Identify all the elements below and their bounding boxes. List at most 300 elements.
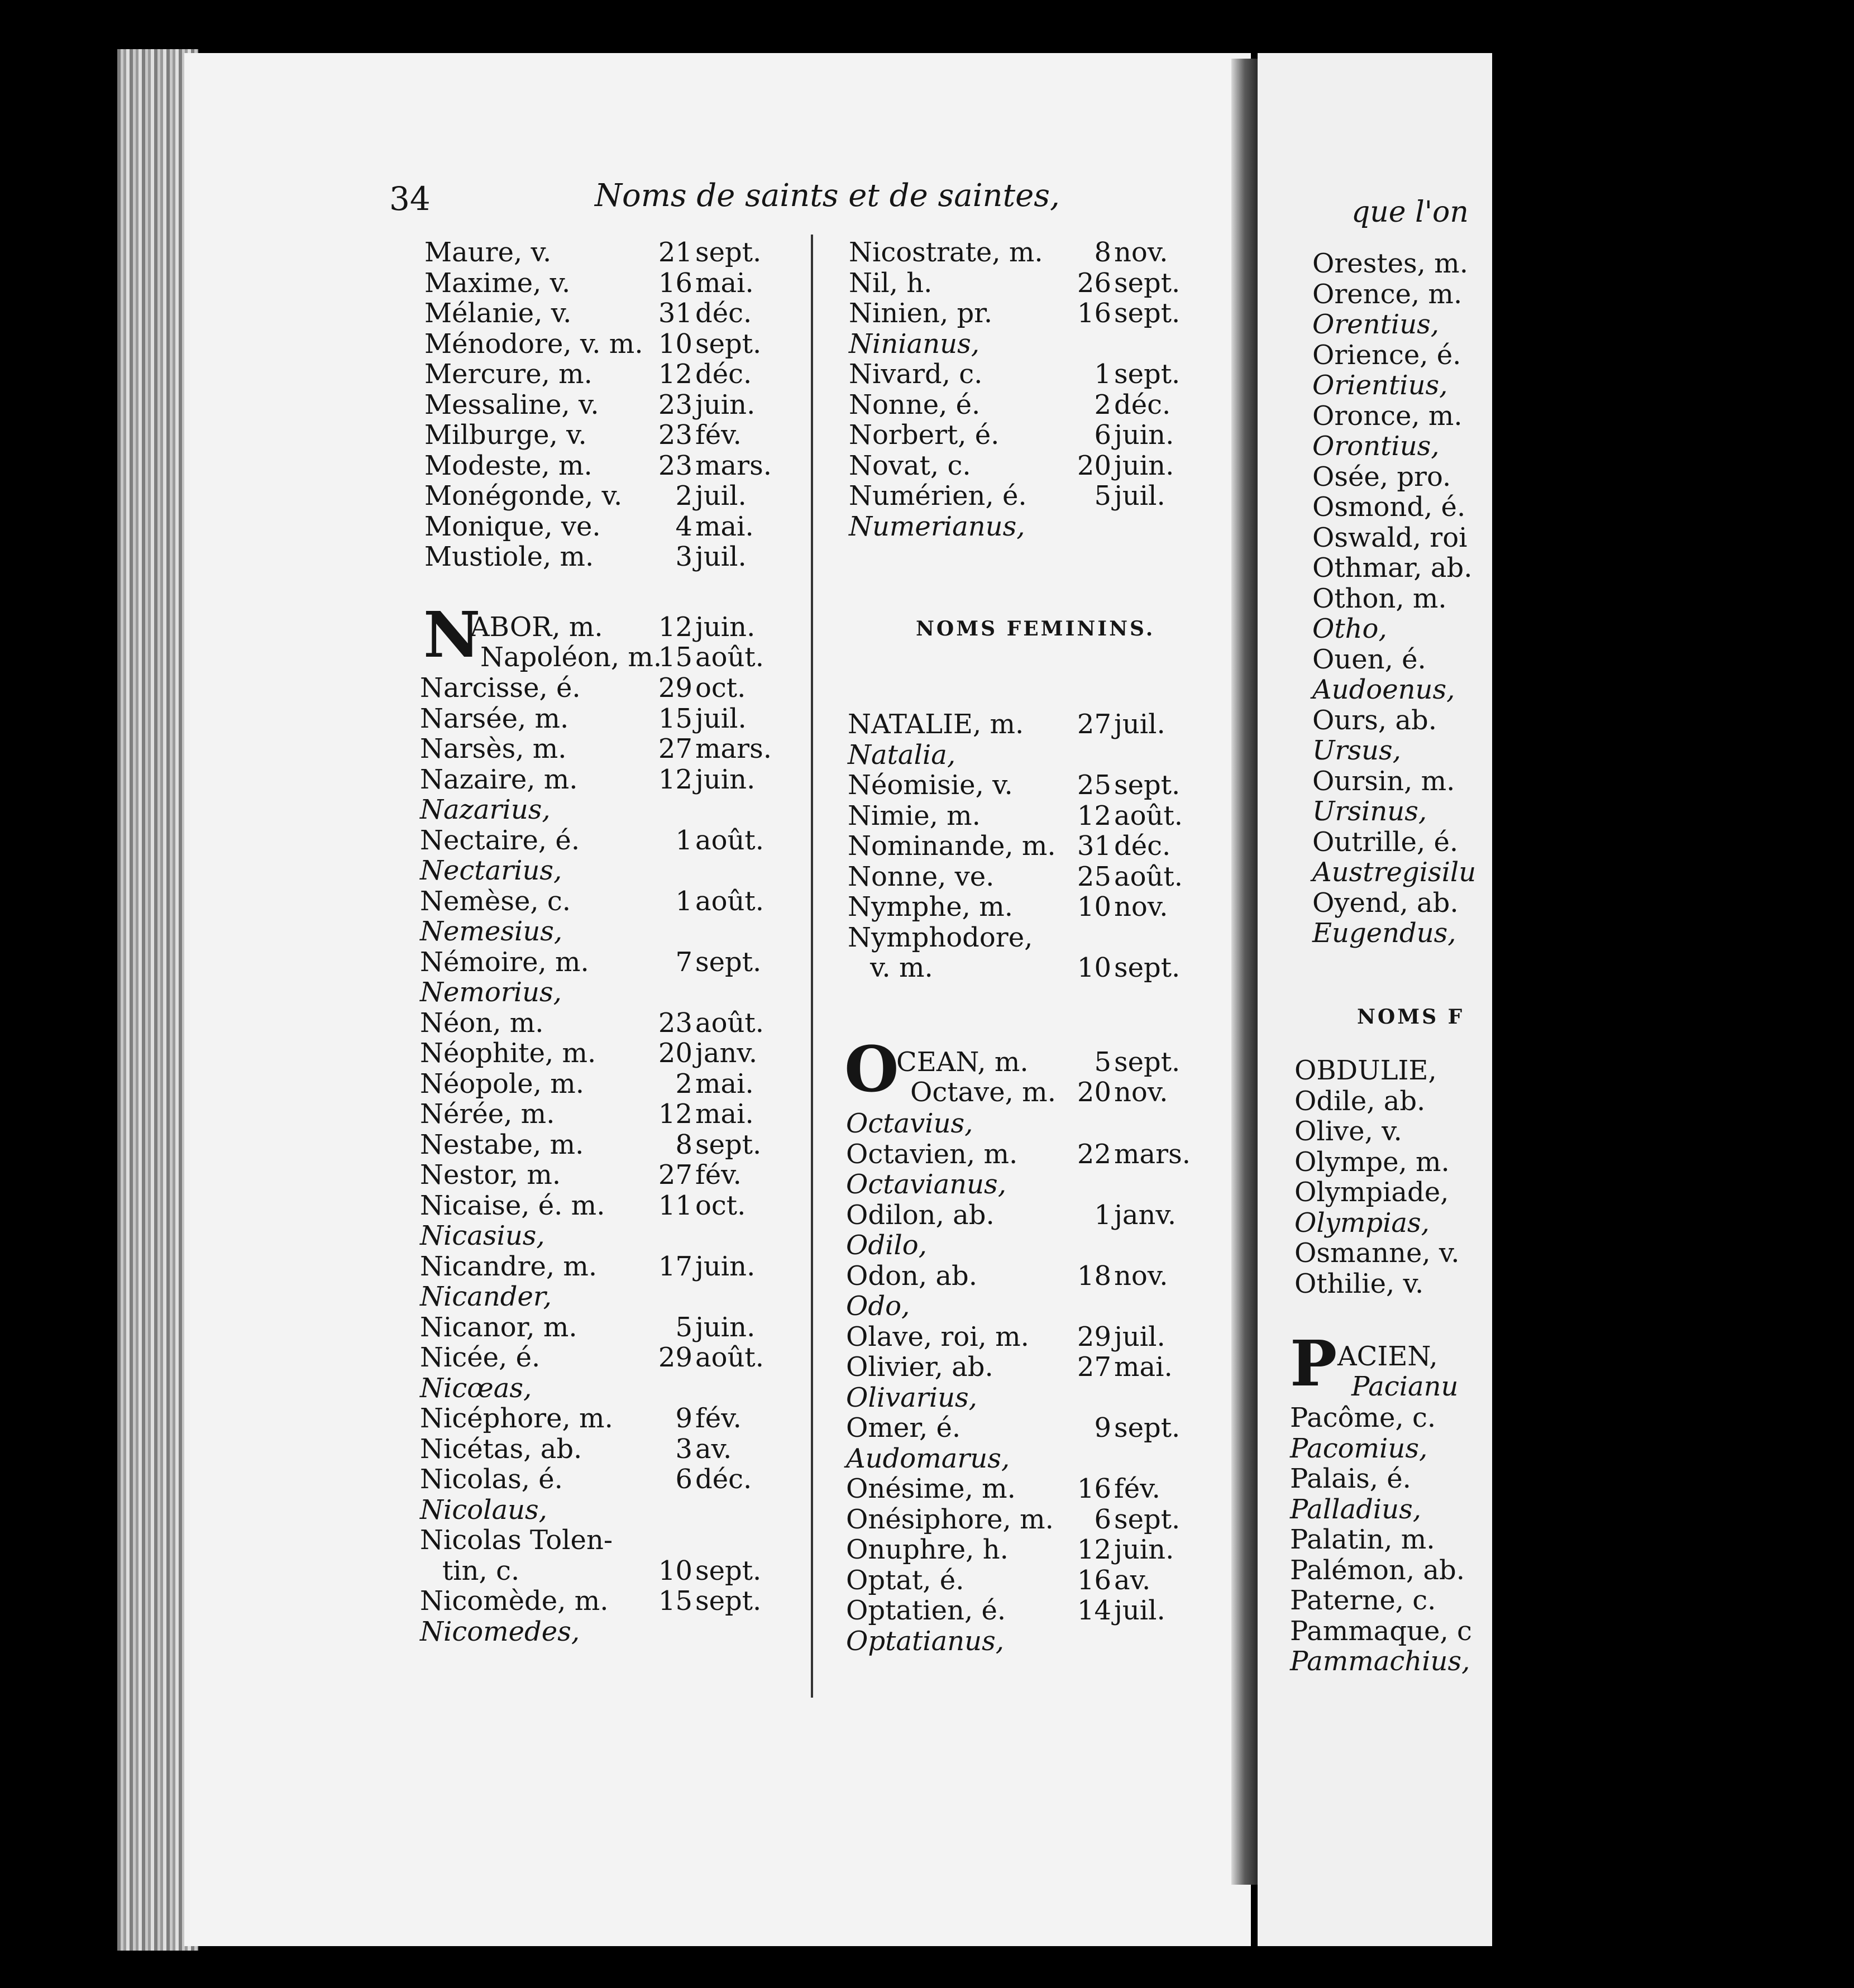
- day-number: 29: [658, 1342, 692, 1373]
- saint-name: Monégonde, v.: [424, 480, 623, 512]
- day-number: 3: [675, 541, 692, 572]
- day-number: 12: [658, 611, 692, 643]
- month: oct.: [695, 1189, 746, 1221]
- index-entry: [1294, 1208, 1797, 1238]
- month: juin.: [1114, 450, 1174, 481]
- day-number: 21: [658, 237, 692, 268]
- saint-name: Oswald, roi: [1312, 522, 1468, 553]
- saint-name: Odilon, ab.: [846, 1199, 995, 1231]
- day-number: 29: [1077, 1321, 1111, 1353]
- month: juin.: [1114, 1534, 1174, 1565]
- latin-name: Nicander,: [420, 1281, 552, 1312]
- index-entry: [849, 512, 1351, 542]
- index-entry: [848, 923, 1350, 953]
- month: sept.: [695, 1585, 762, 1617]
- latin-name: Olivarius,: [846, 1382, 977, 1413]
- month: août.: [695, 1007, 764, 1039]
- month: juil.: [695, 480, 747, 512]
- index-entry: [1312, 827, 1815, 857]
- index-entry: [1312, 705, 1815, 735]
- month: déc.: [695, 298, 752, 329]
- index-entry: [846, 1352, 1349, 1382]
- latin-name: Nicœas,: [420, 1372, 532, 1404]
- saint-name: Palais, é.: [1290, 1463, 1411, 1494]
- latin-name: Natalia,: [848, 739, 956, 771]
- month: fév.: [1114, 1473, 1160, 1504]
- month: sept.: [695, 1555, 762, 1586]
- month: nov.: [1114, 891, 1168, 923]
- index-entry: [846, 1169, 1349, 1200]
- index-entry: [848, 740, 1350, 770]
- index-entry: [1294, 1116, 1797, 1146]
- index-entry: [1294, 1147, 1797, 1177]
- index-entry: [420, 916, 923, 947]
- latin-name: Nicasius,: [420, 1220, 545, 1251]
- day-number: 1: [1094, 1199, 1111, 1231]
- saint-name: Onuphre, h.: [846, 1534, 1009, 1565]
- index-entry: [1290, 1525, 1793, 1555]
- index-entry: [1312, 675, 1815, 705]
- saint-name: Paterne, c.: [1290, 1585, 1436, 1616]
- saint-name: Nymphe, m.: [848, 891, 1013, 923]
- saint-name: Norbert, é.: [849, 419, 1000, 451]
- saint-name: Octavien, m.: [846, 1138, 1018, 1170]
- month: juin.: [1114, 419, 1174, 451]
- index-entry: [1312, 857, 1815, 887]
- index-entry: [1312, 370, 1815, 400]
- latin-name: Nectarius,: [420, 855, 562, 886]
- day-number: 25: [1077, 861, 1111, 892]
- index-entry: [846, 1535, 1349, 1565]
- saint-name: Néopole, m.: [420, 1068, 584, 1100]
- saint-name: Nicandre, m.: [420, 1250, 598, 1282]
- saint-name: Maxime, v.: [424, 267, 571, 299]
- latin-name: Octavius,: [846, 1108, 973, 1139]
- day-number: 27: [658, 733, 692, 764]
- index-entry: [846, 1413, 1349, 1443]
- month: oct.: [695, 672, 746, 704]
- day-number: 12: [658, 1098, 692, 1130]
- month: juil.: [695, 703, 747, 734]
- saint-name: Novat, c.: [849, 450, 971, 481]
- index-entry: [1312, 766, 1815, 796]
- index-entry: [420, 673, 923, 703]
- index-entry: [420, 947, 923, 977]
- saint-name: Othon, m.: [1312, 582, 1447, 614]
- right-noms-title: NOMS F: [1357, 1005, 1465, 1029]
- index-entry: [420, 886, 923, 916]
- index-entry: [1351, 1371, 1854, 1402]
- saint-name: Monique, ve.: [424, 510, 601, 542]
- day-number: 2: [675, 1068, 692, 1100]
- next-page-heading: que l'on: [1351, 195, 1469, 229]
- month: mars.: [695, 450, 772, 481]
- index-entry: [849, 237, 1351, 267]
- day-number: 17: [658, 1250, 692, 1282]
- day-number: 11: [658, 1189, 692, 1221]
- day-number: 7: [675, 946, 692, 978]
- index-entry: [846, 1139, 1349, 1169]
- latin-name: Palladius,: [1290, 1493, 1421, 1525]
- saint-name: Optat, é.: [846, 1564, 964, 1596]
- saint-name: Ménodore, v. m.: [424, 328, 643, 360]
- saint-name: Octave, m.: [910, 1077, 1056, 1108]
- index-entry: [846, 1230, 1349, 1260]
- saint-name: Ours, ab.: [1312, 704, 1437, 736]
- day-number: 16: [1077, 1564, 1111, 1596]
- saint-name: CEAN, m.: [896, 1046, 1029, 1078]
- saint-name: Maure, v.: [424, 237, 552, 268]
- index-entry: [1290, 1555, 1793, 1585]
- day-number: 8: [1094, 237, 1111, 268]
- saint-name: Osmond, é.: [1312, 491, 1466, 523]
- index-entry: [1312, 735, 1815, 766]
- saint-name: Nicomède, m.: [420, 1585, 609, 1617]
- saint-name: Nonne, ve.: [848, 861, 995, 892]
- latin-name: Orontius,: [1312, 431, 1440, 462]
- latin-name: Nemorius,: [420, 977, 562, 1008]
- index-entry: [420, 977, 923, 1007]
- month: juil.: [695, 541, 747, 572]
- month: juil.: [1114, 1321, 1165, 1353]
- latin-name: Ninianus,: [849, 328, 979, 360]
- saint-name: Optatien, é.: [846, 1595, 1006, 1626]
- saint-name: Onésime, m.: [846, 1473, 1016, 1504]
- day-number: 5: [1094, 480, 1111, 512]
- index-entry: [1312, 888, 1815, 918]
- day-number: 12: [1077, 800, 1111, 831]
- day-number: 25: [1077, 770, 1111, 801]
- index-entry: [849, 298, 1351, 328]
- latin-name: Pacomius,: [1290, 1432, 1428, 1464]
- latin-name: Pacianu: [1351, 1371, 1459, 1402]
- index-entry: [420, 856, 923, 886]
- day-number: 27: [1077, 1351, 1111, 1383]
- saint-name: ACIEN,: [1337, 1341, 1438, 1372]
- day-number: 15: [658, 703, 692, 734]
- month: nov.: [1114, 237, 1168, 268]
- latin-name: Eugendus,: [1312, 917, 1456, 949]
- day-number: 10: [1077, 952, 1111, 983]
- saint-name: Orence, m.: [1312, 278, 1463, 310]
- day-number: 29: [658, 672, 692, 704]
- saint-name: Milburge, v.: [424, 419, 587, 451]
- latin-name: Austregisilu: [1312, 857, 1476, 888]
- day-number: 1: [675, 885, 692, 917]
- index-entry: [1290, 1616, 1793, 1646]
- drop-initial: N: [423, 599, 481, 672]
- day-number: 3: [675, 1433, 692, 1465]
- saint-name: Nimie, m.: [848, 800, 981, 831]
- latin-name: Nicolaus,: [420, 1494, 547, 1526]
- index-entry: [1294, 1269, 1797, 1299]
- day-number: 26: [1077, 267, 1111, 299]
- month: juil.: [1114, 480, 1165, 512]
- day-number: 27: [1077, 709, 1111, 740]
- month: av.: [1114, 1564, 1151, 1596]
- saint-name: Modeste, m.: [424, 450, 592, 481]
- month: juil.: [1114, 709, 1165, 740]
- day-number: 12: [658, 359, 692, 390]
- day-number: 16: [1077, 1473, 1111, 1504]
- month: fév.: [695, 1403, 742, 1434]
- month: déc.: [1114, 389, 1171, 420]
- latin-name: Odo,: [846, 1291, 910, 1322]
- drop-initial: P: [1290, 1327, 1337, 1401]
- latin-name: Nicomedes,: [420, 1616, 580, 1647]
- day-number: 9: [675, 1403, 692, 1434]
- saint-name: Nérée, m.: [420, 1098, 555, 1130]
- day-number: 20: [1077, 1077, 1111, 1108]
- day-number: 6: [675, 1464, 692, 1495]
- index-entry: [846, 1291, 1349, 1321]
- saint-name: Oyend, ab.: [1312, 887, 1459, 919]
- saint-name: Ouen, é.: [1312, 643, 1426, 675]
- latin-name: Audomarus,: [846, 1442, 1010, 1474]
- index-entry: [1312, 918, 1815, 948]
- saint-name: Narsée, m.: [420, 703, 569, 734]
- month: sept.: [1114, 1503, 1181, 1535]
- index-entry: [1312, 401, 1815, 431]
- saint-name: OBDULIE,: [1294, 1055, 1437, 1086]
- latin-name: Pammachius,: [1290, 1646, 1470, 1677]
- index-entry: [849, 451, 1351, 481]
- month: nov.: [1114, 1077, 1168, 1108]
- saint-name: Mélanie, v.: [424, 298, 572, 329]
- saint-name: Narsès, m.: [420, 733, 567, 764]
- saint-name: Nestabe, m.: [420, 1129, 584, 1160]
- index-entry: [1312, 553, 1815, 583]
- saint-name: Néophite, m.: [420, 1038, 596, 1069]
- index-entry: [1290, 1585, 1793, 1616]
- index-entry: [846, 1444, 1349, 1474]
- index-entry: [848, 709, 1350, 739]
- month: août.: [695, 642, 764, 673]
- saint-name: Nicanor, m.: [420, 1311, 577, 1343]
- saint-name: Palémon, ab.: [1290, 1554, 1465, 1586]
- index-entry: [1312, 796, 1815, 826]
- day-number: 16: [658, 267, 692, 299]
- index-entry: [846, 1565, 1349, 1595]
- saint-name: Othilie, v.: [1294, 1268, 1424, 1299]
- day-number: 23: [658, 389, 692, 420]
- day-number: 2: [675, 480, 692, 512]
- day-number: 18: [1077, 1260, 1111, 1292]
- day-number: 23: [658, 450, 692, 481]
- month: déc.: [695, 359, 752, 390]
- month: sept.: [695, 328, 762, 360]
- month: fév.: [695, 1159, 742, 1191]
- saint-name: Néomisie, v.: [848, 770, 1013, 801]
- saint-name: Nestor, m.: [420, 1159, 561, 1191]
- saint-name: Pammaque, c: [1290, 1615, 1472, 1647]
- month: déc.: [1114, 830, 1171, 862]
- saint-name: Nicéphore, m.: [420, 1403, 613, 1434]
- saint-name: Nicolas, é.: [420, 1464, 563, 1495]
- saint-name: Ninien, pr.: [849, 298, 993, 329]
- index-entry: [1290, 1403, 1793, 1433]
- index-entry: [1290, 1464, 1793, 1494]
- index-entry: [1312, 462, 1815, 492]
- index-entry: [848, 801, 1350, 831]
- latin-name: Octavianus,: [846, 1169, 1006, 1200]
- index-entry: [1337, 1341, 1840, 1371]
- saint-name: Numérien, é.: [849, 480, 1027, 512]
- index-entry: [1290, 1494, 1793, 1525]
- saint-name: Némoire, m.: [420, 946, 589, 978]
- month: mai.: [695, 267, 754, 299]
- saint-name: Oronce, m.: [1312, 400, 1463, 432]
- index-entry: [848, 862, 1350, 892]
- day-number: 23: [658, 1007, 692, 1039]
- day-number: 15: [658, 642, 692, 673]
- index-entry: [1294, 1055, 1797, 1086]
- day-number: 27: [658, 1159, 692, 1191]
- index-entry: [420, 825, 923, 856]
- saint-name: Odon, ab.: [846, 1260, 978, 1292]
- month: mai.: [695, 510, 754, 542]
- day-number: 14: [1077, 1595, 1111, 1626]
- saint-name: Olympiade,: [1294, 1177, 1449, 1208]
- month: juin.: [695, 389, 756, 420]
- month: sept.: [1114, 298, 1181, 329]
- month: sept.: [1114, 267, 1181, 299]
- month: mars.: [1114, 1138, 1191, 1170]
- saint-name: Messaline, v.: [424, 389, 599, 420]
- index-entry: [849, 420, 1351, 450]
- saint-name: Odile, ab.: [1294, 1085, 1426, 1117]
- index-entry: [1312, 248, 1815, 279]
- saint-name: Onésiphore, m.: [846, 1503, 1054, 1535]
- month: août.: [695, 1342, 764, 1373]
- latin-name: Odilo,: [846, 1230, 927, 1261]
- day-number: 9: [1094, 1412, 1111, 1444]
- month: sept.: [1114, 952, 1181, 983]
- index-entry: [846, 1383, 1349, 1413]
- index-entry: [1312, 614, 1815, 644]
- index-entry: [846, 1200, 1349, 1230]
- index-entry: [1290, 1433, 1793, 1464]
- saint-name: Osmanne, v.: [1294, 1237, 1460, 1269]
- day-number: 2: [1094, 389, 1111, 420]
- day-number: 6: [1094, 419, 1111, 451]
- day-number: 10: [658, 1555, 692, 1586]
- latin-name: Orientius,: [1312, 370, 1448, 401]
- saint-name: Nil, h.: [849, 267, 933, 299]
- month: juin.: [695, 611, 756, 643]
- day-number: 12: [658, 763, 692, 795]
- day-number: 15: [658, 1585, 692, 1617]
- month: déc.: [695, 1464, 752, 1495]
- saint-name: Palatin, m.: [1290, 1524, 1435, 1555]
- saint-name: Nicostrate, m.: [849, 237, 1043, 268]
- saint-name: Orience, é.: [1312, 339, 1461, 371]
- noms-feminins-title: NOMS FEMININS.: [916, 617, 1155, 641]
- index-entry: [849, 329, 1351, 359]
- saint-name: Pacôme, c.: [1290, 1402, 1436, 1433]
- index-entry: [1312, 431, 1815, 461]
- month: août.: [695, 824, 764, 856]
- index-entry: [1312, 309, 1815, 340]
- latin-name: Ursinus,: [1312, 796, 1427, 827]
- saint-name: Néon, m.: [420, 1007, 544, 1039]
- latin-name: Olympias,: [1294, 1207, 1430, 1239]
- month: sept.: [695, 946, 762, 978]
- saint-name: Olave, roi, m.: [846, 1321, 1029, 1353]
- index-entry: [420, 704, 923, 734]
- month: fév.: [695, 419, 742, 451]
- index-entry: [1312, 492, 1815, 522]
- running-title: Noms de saints et de saintes,: [595, 178, 1060, 214]
- saint-name: Nominande, m.: [848, 830, 1056, 862]
- day-number: 20: [658, 1038, 692, 1069]
- day-number: 31: [658, 298, 692, 329]
- index-entry: [848, 770, 1350, 800]
- day-number: 1: [675, 824, 692, 856]
- month: janv.: [695, 1038, 758, 1069]
- index-entry: [846, 1626, 1349, 1656]
- saint-name: Nymphodore,: [848, 921, 1033, 953]
- month: août.: [1114, 861, 1183, 892]
- index-entry: [1294, 1177, 1797, 1207]
- latin-name: Optatianus,: [846, 1625, 1004, 1657]
- latin-name: Audoenus,: [1312, 674, 1455, 705]
- month: juin.: [695, 763, 756, 795]
- index-entry: [846, 1108, 1349, 1139]
- index-entry: [1294, 1238, 1797, 1268]
- month: juil.: [1114, 1595, 1165, 1626]
- latin-name: Nazarius,: [420, 794, 551, 825]
- index-entry: [480, 642, 983, 672]
- day-number: 31: [1077, 830, 1111, 862]
- saint-name: Nonne, é.: [849, 389, 981, 420]
- index-entry: [424, 542, 927, 572]
- month: sept.: [1114, 1046, 1181, 1078]
- latin-name: Orentius,: [1312, 309, 1440, 340]
- saint-name: Nicée, é.: [420, 1342, 541, 1373]
- month: nov.: [1114, 1260, 1168, 1292]
- month: juin.: [695, 1311, 756, 1343]
- saint-name: Omer, é.: [846, 1412, 961, 1444]
- latin-name: Nemesius,: [420, 916, 563, 947]
- index-entry: [846, 1322, 1349, 1352]
- saint-name: Mustiole, m.: [424, 541, 594, 572]
- month: av.: [695, 1433, 732, 1465]
- saint-name: Nivard, c.: [849, 359, 983, 390]
- month: août.: [695, 885, 764, 917]
- saint-name: Osée, pro.: [1312, 461, 1451, 493]
- month: sept.: [1114, 1412, 1181, 1444]
- saint-name: Olive, v.: [1294, 1116, 1402, 1147]
- latin-name: Numerianus,: [849, 510, 1025, 542]
- saint-name: Nectaire, é.: [420, 824, 580, 856]
- day-number: 6: [1094, 1503, 1111, 1535]
- index-entry: [848, 953, 1350, 983]
- day-number: 16: [1077, 298, 1111, 329]
- month: août.: [1114, 800, 1183, 831]
- index-entry: [1312, 279, 1815, 309]
- latin-name: Otho,: [1312, 613, 1387, 644]
- day-number: 8: [675, 1129, 692, 1160]
- index-entry: [846, 1474, 1349, 1504]
- day-number: 12: [1077, 1534, 1111, 1565]
- saint-name: NATALIE, m.: [848, 709, 1024, 740]
- month: sept.: [695, 237, 762, 268]
- day-number: 5: [675, 1311, 692, 1343]
- index-entry: [849, 359, 1351, 389]
- index-entry: [420, 734, 923, 764]
- saint-name: Narcisse, é.: [420, 672, 581, 704]
